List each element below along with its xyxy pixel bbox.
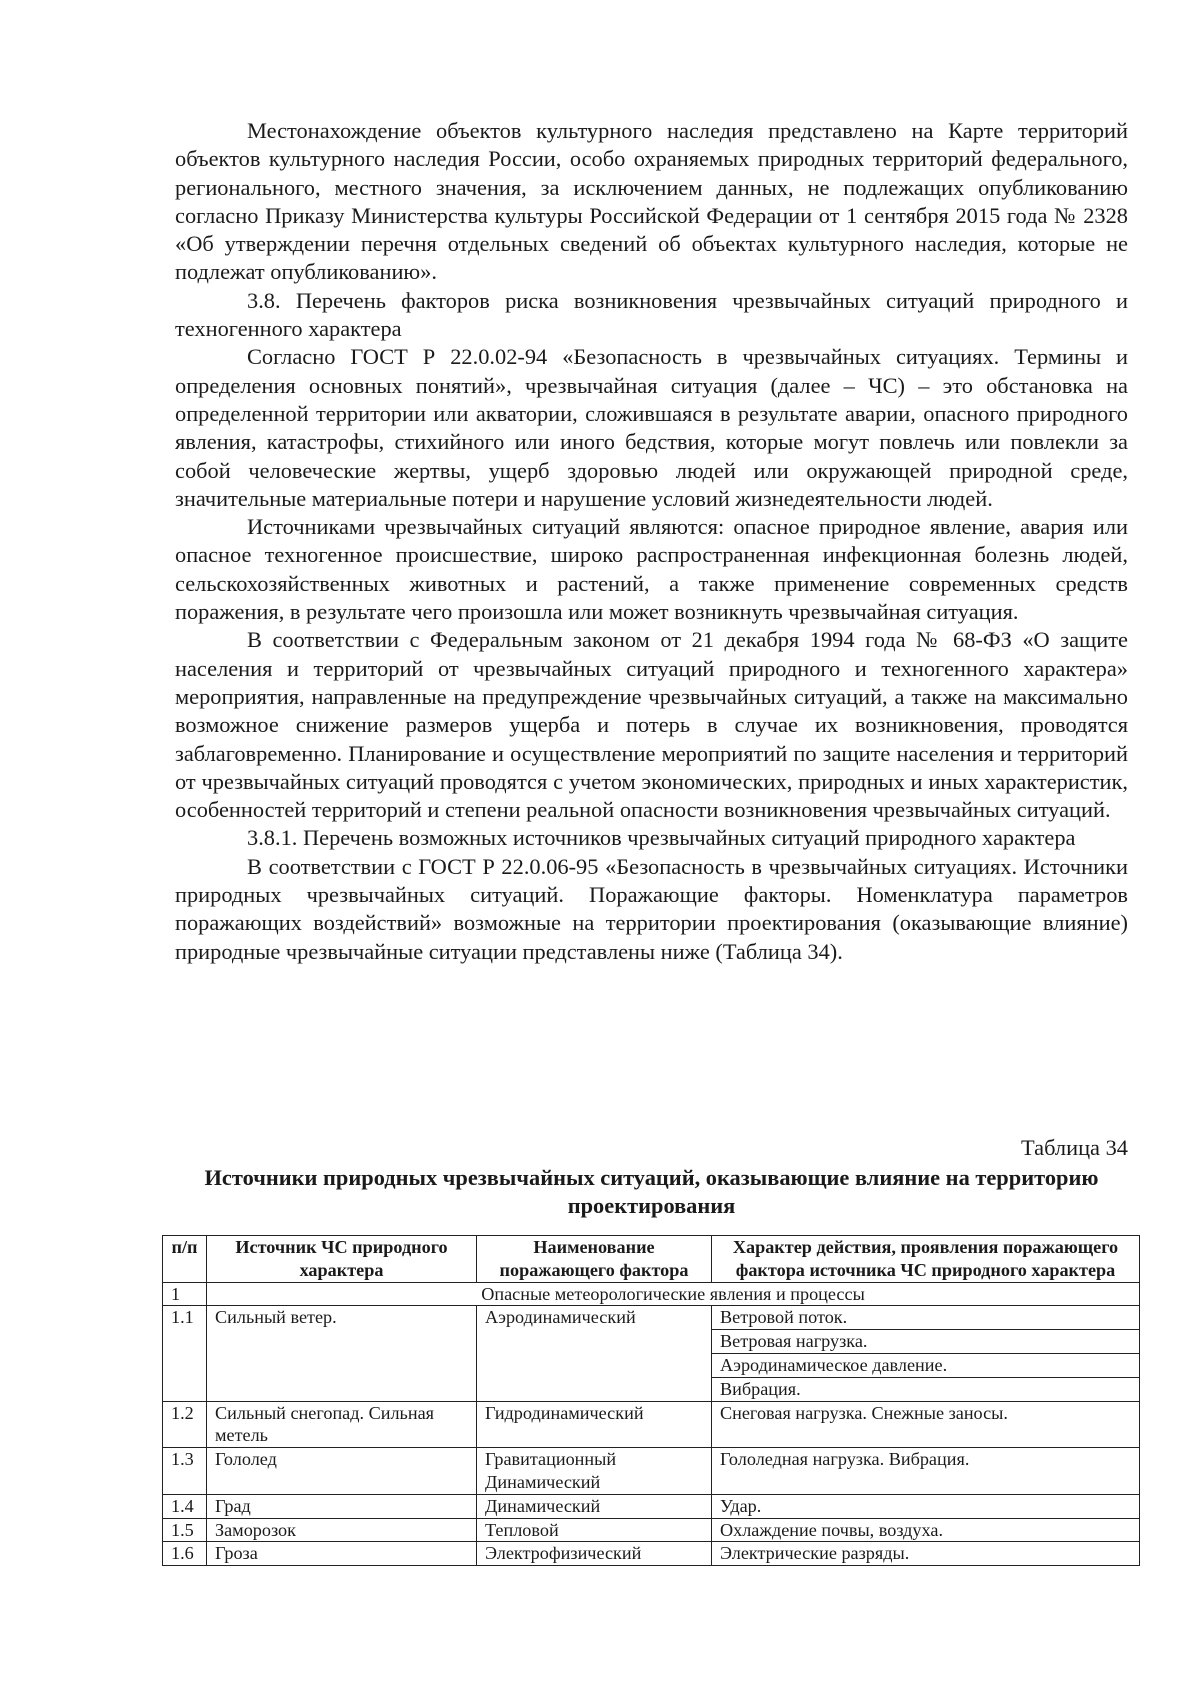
header-effect: Характер действия, проявления поражающего фактора источника ЧС природного характера (712, 1236, 1140, 1283)
cell-source: Заморозок (207, 1518, 477, 1542)
cell-factor: Электрофизический (477, 1542, 712, 1566)
paragraph-federal-law: В соответствии с Федеральным законом от 21 декабря 1994 года № 68-ФЗ «О защите населения и территорий от чрезвычайных ситуаций природного и техногенного характера» мероприятия, направленные на предупреждение чрезвычайных ситуаций, а также на максимально возможное снижение размеров ущерба и потерь в случае их возникновения, проводятся заблаговременно. Планирование и осуществление мероприятий по защите населения и территорий от чрезвычайных ситуаций проводятся с учетом экономических, природных и иных характеристик, особенностей территорий и степени реальной опасности возникновения чрезвычайных ситуаций. (175, 627, 1128, 823)
cell-num: 1.1 (163, 1306, 207, 1401)
cell-source: Сильный ветер. (207, 1306, 477, 1401)
table-row (163, 1448, 1140, 1495)
table-row (163, 1306, 1140, 1330)
paragraph-gost-reference: В соответствии с ГОСТ Р 22.0.06-95 «Безопасность в чрезвычайных ситуациях. Источники природных чрезвычайных ситуаций. Поражающие факторы. Номенклатура параметров поражающих воздействий» возможные на территории проектирования (оказывающие влияние) природные чрезвычайные ситуации представлены ниже (Таблица 34). (175, 853, 1128, 964)
cell-num: 1.3 (163, 1448, 207, 1495)
cell-effect: Снеговая нагрузка. Снежные заносы. (712, 1401, 1140, 1448)
table-row (163, 1542, 1140, 1566)
cell-num: 1.6 (163, 1542, 207, 1566)
cell-effect: Охлаждение почвы, воздуха. (712, 1518, 1140, 1542)
section-heading-3-8-1: 3.8.1. Перечень возможных источников чрезвычайных ситуаций природного характера (247, 825, 1076, 851)
cell-num: 1 (163, 1282, 207, 1306)
table-header-row (163, 1236, 1140, 1283)
cell-num: 1.5 (163, 1518, 207, 1542)
paragraph-emergency-definition: Согласно ГОСТ Р 22.0.02-94 «Безопасность в чрезвычайных ситуациях. Термины и определения основных понятий», чрезвычайная ситуация (далее – ЧС) – это обстановка на определенной территории или акватории, сложившаяся в результате аварии, опасного природного явления, катастрофы, стихийного или иного бедствия, которые могут повлечь или повлекли за собой человеческие жертвы, ущерб здоровью людей или окружающей природной среде, значительные материальные потери и нарушение условий жизнедеятельности людей. (175, 344, 1128, 511)
table-number: Таблица 34 (1021, 1135, 1128, 1160)
cell-factor: Тепловой (477, 1518, 712, 1542)
table-row (163, 1494, 1140, 1518)
cell-effect: Гололедная нагрузка. Вибрация. (712, 1448, 1140, 1495)
cell-factor: Гидродинамический (477, 1401, 712, 1448)
table-row (163, 1401, 1140, 1448)
cell-effect: Удар. (712, 1494, 1140, 1518)
paragraph-heritage-location: Местонахождение объектов культурного наследия представлено на Карте территорий объектов культурного наследия России, особо охраняемых природных территорий федерального, регионального, местного значения, за исключением данных, не подлежащих опубликованию согласно Приказу Министерства культуры Российской Федерации от 1 сентября 2015 года № 2328 «Об утверждении перечня отдельных сведений об объектах культурного наследия, которые не подлежат опубликованию». (175, 118, 1128, 285)
cell-num: 1.2 (163, 1401, 207, 1448)
cell-num: 1.4 (163, 1494, 207, 1518)
header-num: п/п (163, 1236, 207, 1283)
cell-effect: Электрические разряды. (712, 1542, 1140, 1566)
hazards-table (162, 1235, 1140, 1566)
cell-effect: Ветровая нагрузка. (712, 1330, 1140, 1354)
cell-factor: Динамический (477, 1494, 712, 1518)
section-heading-3-8: 3.8. Перечень факторов риска возникновения чрезвычайных ситуаций природного и техногенного характера (175, 287, 1128, 342)
body-text (175, 117, 1128, 966)
cell-effect: Вибрация. (712, 1377, 1140, 1401)
cell-source: Гроза (207, 1542, 477, 1566)
cell-section-title: Опасные метеорологические явления и процессы (207, 1282, 1140, 1306)
cell-factor: Аэродинамический (477, 1306, 712, 1401)
cell-source: Град (207, 1494, 477, 1518)
table-row (163, 1518, 1140, 1542)
cell-effect: Аэродинамическое давление. (712, 1353, 1140, 1377)
table-title: Источники природных чрезвычайных ситуаций, оказывающие влияние на территорию проектирования (204, 1165, 1099, 1218)
cell-source: Сильный снегопад. Сильная метель (207, 1401, 477, 1448)
cell-effect: Ветровой поток. (712, 1306, 1140, 1330)
cell-factor: Гравитационный Динамический (477, 1448, 712, 1495)
table-section-row (163, 1282, 1140, 1306)
paragraph-emergency-sources: Источниками чрезвычайных ситуаций являются: опасное природное явление, авария или опасное техногенное происшествие, широко распространенная инфекционная болезнь людей, сельскохозяйственных животных и растений, а также применение современных средств поражения, в результате чего произошла или может возникнуть чрезвычайная ситуация. (175, 514, 1128, 625)
cell-source: Гололед (207, 1448, 477, 1495)
header-source: Источник ЧС природного характера (207, 1236, 477, 1283)
header-factor: Наименование поражающего фактора (477, 1236, 712, 1283)
